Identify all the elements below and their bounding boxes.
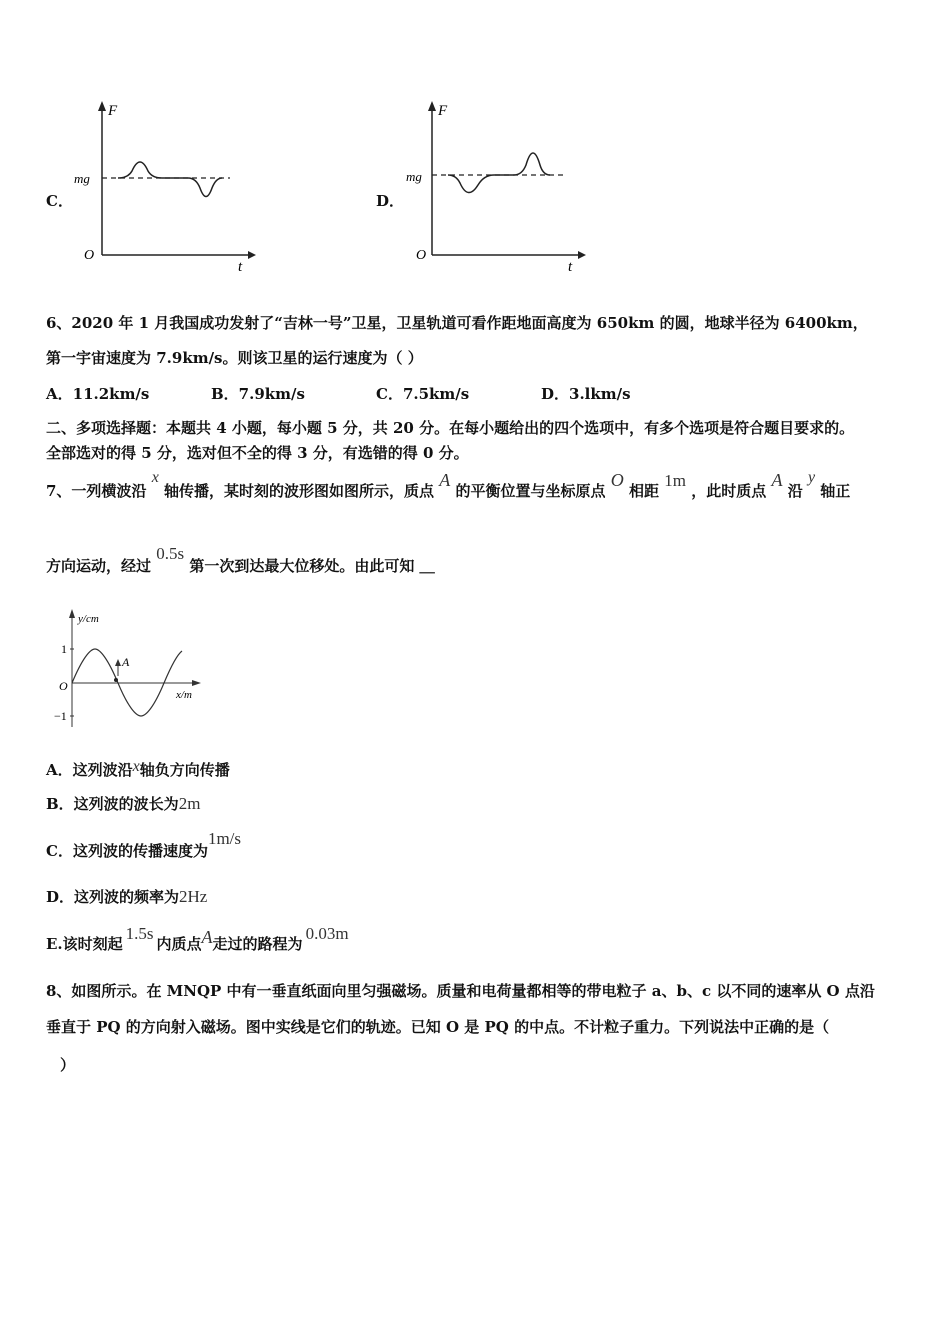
q7-option-c-math: 1m/s bbox=[207, 829, 242, 848]
f-axis-label: F bbox=[108, 103, 118, 119]
q7-option-text: B．这列波的波长为 bbox=[46, 795, 179, 813]
q7-option-text: D．这列波的频率为 bbox=[46, 888, 180, 906]
q8-line1: 8、如图所示。在 MNQP 中有一垂直纸面向里匀强磁场。质量和电荷量都相等的带电粒子 a、b、c 以不同的速率从 O 点沿 bbox=[46, 982, 875, 1000]
q7-option-e-math1: 1.5s bbox=[125, 924, 154, 943]
f-axis-label: F bbox=[438, 103, 448, 119]
q6-option-c: C．7.5km/s bbox=[376, 385, 470, 403]
origin-label: O bbox=[59, 679, 68, 693]
q6-line2: 第一宇宙速度为 7.9km/s。则该卫星的运行速度为（ ） bbox=[46, 349, 423, 367]
y-axis-arrow-icon bbox=[98, 101, 106, 111]
origin-label: O bbox=[416, 248, 427, 263]
q7-option-e-math2: A bbox=[201, 927, 213, 947]
y-tick-minus1-label: −1 bbox=[54, 709, 67, 723]
x-axis-arrow-icon bbox=[192, 680, 201, 686]
q7-option-text: C．这列波的传播速度为 bbox=[46, 842, 208, 860]
x-axis-arrow-icon bbox=[578, 251, 586, 259]
t-axis-label: t bbox=[238, 259, 243, 275]
q8-line2: 垂直于 PQ 的方向射入磁场。图中实线是它们的轨迹。已知 O 是 PQ 的中点。不计粒子重力。下列说法中正确的是（ bbox=[46, 1018, 830, 1036]
origin-label: O bbox=[84, 248, 95, 263]
mg-label: mg bbox=[74, 171, 90, 186]
force-graph-c bbox=[70, 95, 260, 275]
option-d-label: D． bbox=[376, 192, 405, 210]
q7-option-d bbox=[46, 886, 207, 907]
q7-math-a2: A bbox=[771, 470, 783, 490]
q7-option-c bbox=[46, 829, 242, 861]
section2-line1: 二、多项选择题：本题共 4 小题，每小题 5 分，共 20 分。在每小题给出的四个选项中，有多个选项是符合题目要求的。 bbox=[46, 419, 855, 437]
q6-option-b: B．7.9km/s bbox=[211, 385, 305, 403]
q7-option-e-math3: 0.03m bbox=[305, 924, 349, 943]
q6-option-a: A．11.2km/s bbox=[46, 385, 150, 403]
q7-text: ，此时质点 bbox=[691, 482, 767, 500]
q7-option-e bbox=[46, 924, 349, 954]
q7-line2 bbox=[46, 544, 435, 576]
q7-text: 轴正 bbox=[820, 482, 851, 500]
section2-line2: 全部选对的得 5 分，选对但不全的得 3 分，有选错的得 0 分。 bbox=[46, 444, 469, 462]
q7-text: 方向运动，经过 bbox=[46, 557, 152, 575]
q6-line1: 6、2020 年 1 月我国成功发射了“吉林一号”卫星，卫星轨道可看作距地面高度为 650km 的圆，地球半径为 6400km， bbox=[46, 314, 868, 332]
q7-option-text: A．这列波沿 bbox=[46, 761, 133, 779]
y-tick-1-label: 1 bbox=[61, 642, 67, 656]
force-curve bbox=[448, 153, 550, 193]
y-axis-arrow-icon bbox=[69, 609, 75, 618]
t-axis-label: t bbox=[568, 259, 573, 275]
q7-math-y: y bbox=[807, 469, 816, 486]
force-curve bbox=[118, 162, 222, 197]
q7-math-a: A bbox=[439, 470, 451, 490]
wave-graph bbox=[46, 604, 216, 734]
q7-text: 第一次到达最大位移处。由此可知 ＿ bbox=[189, 557, 435, 575]
q7-text: 沿 bbox=[787, 482, 803, 500]
q7-option-b-math: 2m bbox=[178, 794, 201, 813]
q7-line1 bbox=[46, 469, 851, 501]
point-a-label: A bbox=[122, 655, 130, 669]
q7-option-a bbox=[46, 759, 230, 780]
q7-option-text: 内质点 bbox=[156, 935, 202, 953]
x-axis-label: x/m bbox=[176, 689, 192, 701]
option-c-label: C． bbox=[46, 192, 73, 210]
q7-option-text: 走过的路程为 bbox=[212, 935, 303, 953]
q7-math-o: O bbox=[610, 470, 624, 490]
q6-option-d: D．3.lkm/s bbox=[541, 385, 631, 403]
q7-math-time: 0.5s bbox=[156, 544, 185, 563]
velocity-arrow-icon bbox=[115, 659, 121, 666]
q7-text: 轴传播，某时刻的波形图如图所示，质点 bbox=[164, 482, 435, 500]
x-axis-arrow-icon bbox=[248, 251, 256, 259]
mg-label: mg bbox=[406, 169, 422, 184]
y-axis-label: y/cm bbox=[78, 613, 99, 625]
q7-option-d-math: 2Hz bbox=[179, 887, 208, 906]
force-graph-d bbox=[400, 95, 590, 275]
point-a-marker bbox=[114, 678, 118, 682]
q7-math-1m: 1m bbox=[664, 471, 686, 490]
q7-text: 7、一列横波沿 bbox=[46, 482, 147, 500]
q7-text: 相距 bbox=[629, 482, 660, 500]
q7-option-text: 轴负方向传播 bbox=[139, 761, 230, 779]
q7-option-a-math: x bbox=[132, 758, 140, 775]
q7-text: 的平衡位置与坐标原点 bbox=[455, 482, 606, 500]
q7-math-x: x bbox=[151, 469, 159, 486]
q8-line3: ） bbox=[60, 1056, 76, 1074]
y-axis-arrow-icon bbox=[428, 101, 436, 111]
q7-option-text: E.该时刻起 bbox=[46, 935, 123, 953]
q7-option-b bbox=[46, 793, 200, 814]
